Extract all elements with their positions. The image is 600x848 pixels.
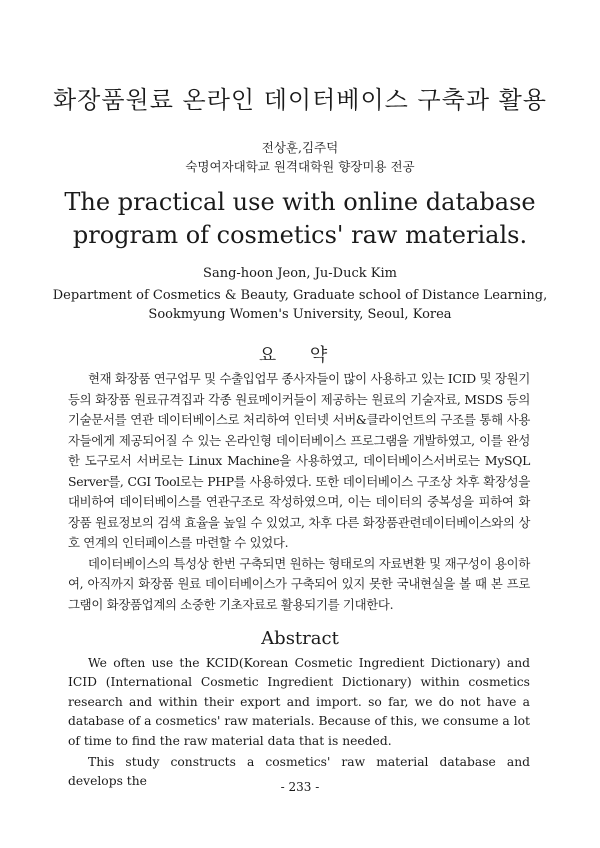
english-title-line-1: The practical use with online database [64, 188, 536, 216]
korean-abstract-body [68, 369, 530, 615]
korean-abstract-paragraph-2: 데이터베이스의 특성상 한번 구축되면 원하는 형태로의 자료변환 및 재구성이 용이하여, 아직까지 화장품 원료 데이터베이스가 구축되어 있지 못한 국내현실을 볼 때 본 프로그램이 화장품업계의 소중한 기초자료로 활용되기를 기대한다. [68, 555, 530, 612]
english-authors: Sang-hoon Jeon, Ju-Duck Kim [203, 266, 397, 281]
page-number: - 233 - [280, 780, 320, 794]
english-affiliation-line-1: Department of Cosmetics & Beauty, Graduate school of Distance Learning, [52, 288, 548, 303]
english-abstract-paragraph-2: This study constructs a cosmetics' raw material database and develops the [68, 755, 530, 789]
english-affiliation [0, 286, 600, 324]
korean-affiliation: 숙명여자대학교 원격대학원 향장미용 전공 [185, 159, 415, 174]
english-abstract-paragraph-1: We often use the KCID(Korean Cosmetic Ingredient Dictionary) and ICID (International Cosmetic Ingredient Dictionary) within cosmetics research and within their export and import. so far, we do not have a database of a cosmetics' raw materials. Because of this, we consume a lot of time to find the raw material data that is needed. [68, 656, 530, 748]
korean-authors: 전상훈,김주덕 [261, 140, 339, 155]
english-affiliation-line-2: Sookmyung Women's University, Seoul, Korea [148, 307, 452, 322]
korean-abstract-paragraph-1: 현재 화장품 연구업무 및 수출입업무 종사자들이 많이 사용하고 있는 ICID 및 장원기 등의 화장품 원료규격집과 각종 원료메이커들이 제공하는 원료의 기술자료, MSDS 등의 기술문서를 연관 데이터베이스로 처리하여 인터넷 서버&클라이언트의 구조를 통해 사용자들에게 제공되어질 수 있는 온라인형 데이터베이스 프로그램을 개발하였고, 이를 완성한 도구로서 서버로는 Linux Machine을 사용하였고, 데이터베이스서버로는 MySQL Server를, CGI Tool로는 PHP를 사용하였다. 또한 데이터베이스 구조상 차후 확장성을 대비하여 데이터베이스를 연관구조로 작성하였으며, 이는 데이터의 중복성을 피하여 화장품 원료정보의 검색 효율을 높일 수 있었고, 차후 다른 화장품관련데이터베이스와의 상호 연계의 인터페이스를 마련할 수 있었다. [68, 371, 530, 550]
english-title [0, 186, 600, 252]
korean-abstract-heading: 요 약 [258, 345, 342, 366]
english-title-line-2: program of cosmetics' raw materials. [72, 221, 528, 249]
english-abstract-body [68, 654, 530, 792]
english-abstract-heading: Abstract [261, 628, 339, 649]
korean-title: 화장품원료 온라인 데이터베이스 구축과 활용 [52, 86, 547, 114]
